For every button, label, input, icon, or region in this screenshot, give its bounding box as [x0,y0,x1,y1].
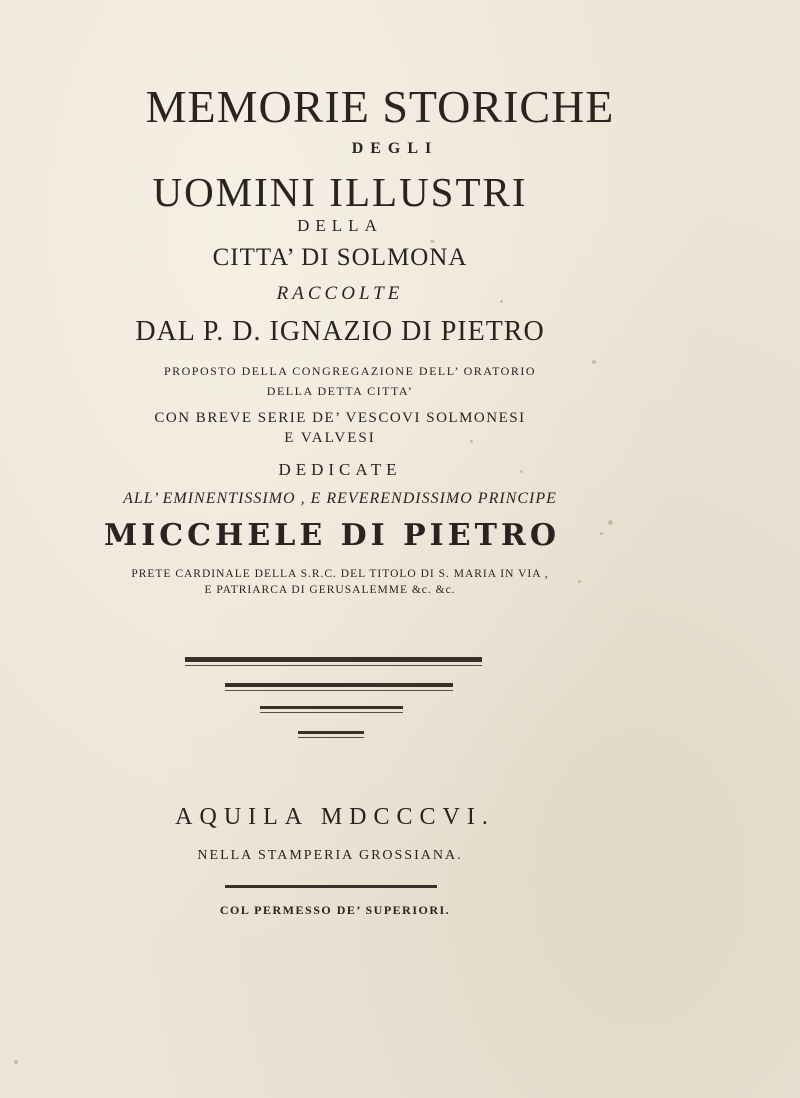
dedicatee-name: MICCHELE DI PIETRO [104,518,560,553]
imprint-place-date: AQUILA MDCCCVI. [175,804,495,830]
title-raccolte: RACCOLTE [276,283,404,304]
author-role-line1: PROPOSTO DELLA CONGREGAZIONE DELL’ ORATORIO [163,364,537,378]
author-role-line2: DELLA DETTA CITTA’ [266,384,414,398]
author-line: DAL P. D. IGNAZIO DI PIETRO [135,316,545,347]
imprint-printer: NELLA STAMPERIA GROSSIANA. [197,848,463,863]
title-della: DELLA [297,216,383,235]
title-degli: DEGLI [351,140,439,157]
city-name: CITTA’ DI SOLMONA [212,244,468,271]
subtitle-uomini-illustri: UOMINI ILLUSTRI [152,169,528,215]
series-line2: E VALVESI [284,430,376,446]
dedicate-heading: DEDICATE [278,460,402,479]
dedicatee-title-line2: E PATRIARCA DI GERUSALEMME &c. &c. [204,584,456,596]
main-title: MEMORIE STORICHE [145,81,615,132]
permission-line: COL PERMESSO DE’ SUPERIORI. [219,903,451,917]
dedicatee-title-line1: PRETE CARDINALE DELLA S.R.C. DEL TITOLO DI S. MARIA IN VIA , [131,568,549,580]
series-line1: CON BREVE SERIE DE’ VESCOVI SOLMONESI [154,410,526,426]
dedication-line: ALL’ EMINENTISSIMO , E REVERENDISSIMO PRINCIPE [123,490,557,507]
